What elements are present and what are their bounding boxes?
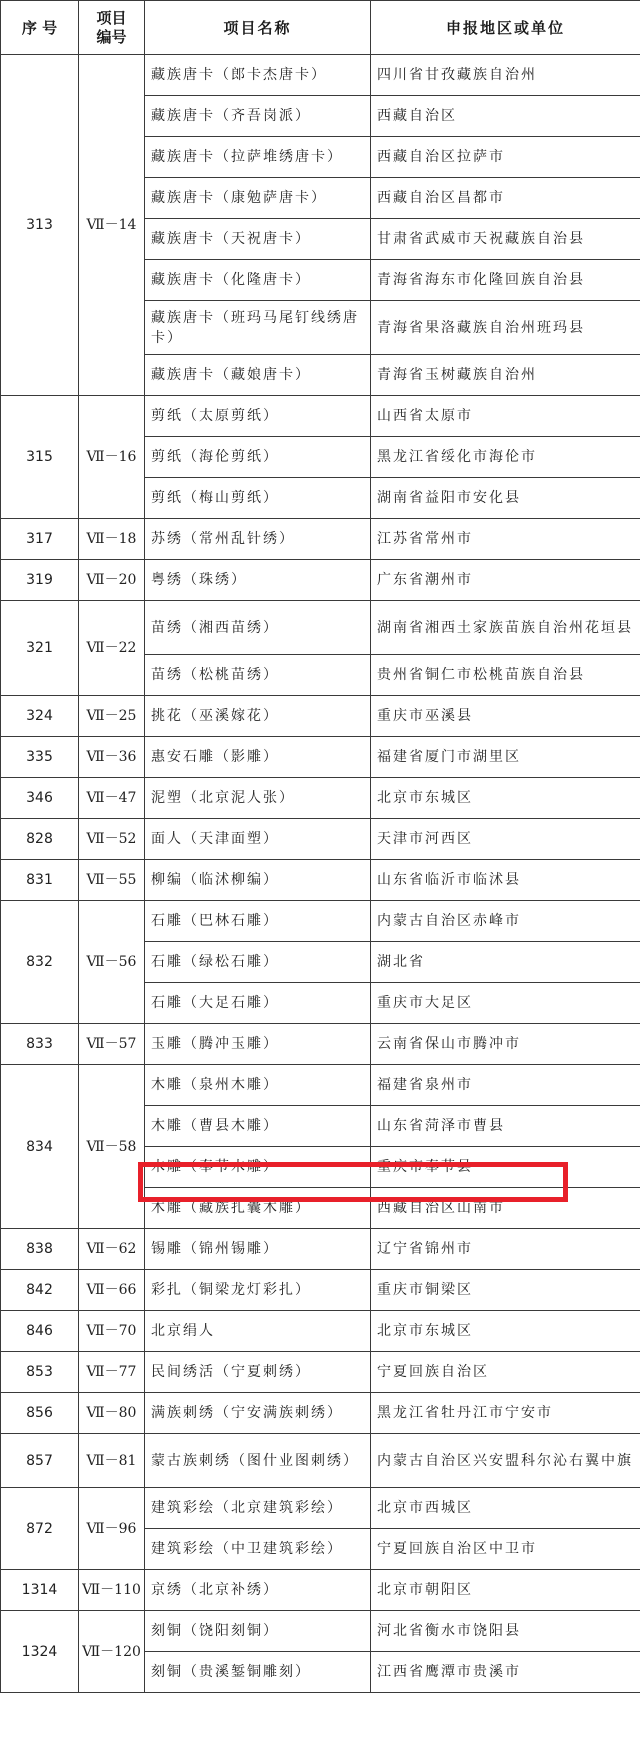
cell-project-name: 藏族唐卡（齐吾岗派） [145, 96, 371, 137]
cell-project-name: 京绣（北京补绣） [145, 1570, 371, 1611]
cell-region: 湖南省益阳市安化县 [371, 478, 640, 519]
cell-project-name: 藏族唐卡（郎卡杰唐卡） [145, 55, 371, 96]
header-code: 项目 编号 [79, 1, 145, 55]
cell-seq: 313 [1, 55, 79, 396]
cell-project-name: 建筑彩绘（北京建筑彩绘） [145, 1488, 371, 1529]
cell-region: 内蒙古自治区赤峰市 [371, 901, 640, 942]
cell-project-name: 锡雕（锦州锡雕） [145, 1229, 371, 1270]
cell-region: 江苏省常州市 [371, 519, 640, 560]
cell-project-name: 泥塑（北京泥人张） [145, 778, 371, 819]
cell-project-name: 建筑彩绘（中卫建筑彩绘） [145, 1529, 371, 1570]
table-row [1, 55, 640, 96]
cell-seq: 324 [1, 696, 79, 737]
cell-seq: 335 [1, 737, 79, 778]
cell-project-name: 藏族唐卡（班玛马尾钉线绣唐卡） [145, 301, 371, 355]
table-row [1, 696, 640, 737]
cell-region: 广东省潮州市 [371, 560, 640, 601]
table-row [1, 1393, 640, 1434]
cell-code: Ⅶ－14 [79, 55, 145, 396]
cell-project-name: 剪纸（海伦剪纸） [145, 437, 371, 478]
cell-seq: 846 [1, 1311, 79, 1352]
cell-region: 北京市西城区 [371, 1488, 640, 1529]
cell-project-name: 石雕（绿松石雕） [145, 942, 371, 983]
cell-region: 青海省玉树藏族自治州 [371, 355, 640, 396]
cell-code: Ⅶ－56 [79, 901, 145, 1024]
cell-code: Ⅶ－120 [79, 1611, 145, 1693]
cell-project-name: 藏族唐卡（化隆唐卡） [145, 260, 371, 301]
cell-code: Ⅶ－110 [79, 1570, 145, 1611]
cell-project-name: 满族刺绣（宁安满族刺绣） [145, 1393, 371, 1434]
cell-code: Ⅶ－16 [79, 396, 145, 519]
cell-seq: 1314 [1, 1570, 79, 1611]
cell-region: 四川省甘孜藏族自治州 [371, 55, 640, 96]
cell-project-name: 彩扎（铜梁龙灯彩扎） [145, 1270, 371, 1311]
cell-region: 重庆市大足区 [371, 983, 640, 1024]
cell-seq: 831 [1, 860, 79, 901]
cell-seq: 317 [1, 519, 79, 560]
cell-region: 天津市河西区 [371, 819, 640, 860]
cell-seq: 872 [1, 1488, 79, 1570]
cell-seq: 346 [1, 778, 79, 819]
cell-project-name: 剪纸（太原剪纸） [145, 396, 371, 437]
cell-region: 青海省海东市化隆回族自治县 [371, 260, 640, 301]
cell-code: Ⅶ－66 [79, 1270, 145, 1311]
cell-project-name: 苗绣（松桃苗绣） [145, 655, 371, 696]
table-row [1, 1488, 640, 1529]
cell-seq: 833 [1, 1024, 79, 1065]
table-row [1, 560, 640, 601]
table-row [1, 1611, 640, 1652]
cell-project-name: 苗绣（湘西苗绣） [145, 601, 371, 655]
cell-region: 西藏自治区山南市 [371, 1188, 640, 1229]
cell-project-name: 惠安石雕（影雕） [145, 737, 371, 778]
cell-region: 内蒙古自治区兴安盟科尔沁右翼中旗 [371, 1434, 640, 1488]
cell-seq: 828 [1, 819, 79, 860]
cell-region: 黑龙江省牡丹江市宁安市 [371, 1393, 640, 1434]
cell-region: 西藏自治区拉萨市 [371, 137, 640, 178]
table-row [1, 737, 640, 778]
cell-region: 青海省果洛藏族自治州班玛县 [371, 301, 640, 355]
cell-project-name: 刻铜（饶阳刻铜） [145, 1611, 371, 1652]
table-row [1, 860, 640, 901]
cell-project-name: 柳编（临沭柳编） [145, 860, 371, 901]
header-row [1, 1, 640, 55]
cell-project-name: 剪纸（梅山剪纸） [145, 478, 371, 519]
table-row [1, 519, 640, 560]
cell-code: Ⅶ－47 [79, 778, 145, 819]
cell-code: Ⅶ－36 [79, 737, 145, 778]
table-header [1, 1, 640, 55]
cell-region: 西藏自治区昌都市 [371, 178, 640, 219]
cell-code: Ⅶ－52 [79, 819, 145, 860]
cell-region: 贵州省铜仁市松桃苗族自治县 [371, 655, 640, 696]
cell-region: 北京市朝阳区 [371, 1570, 640, 1611]
cell-seq: 321 [1, 601, 79, 696]
header-name: 项目名称 [145, 1, 371, 55]
header-region: 申报地区或单位 [371, 1, 640, 55]
cell-region: 北京市东城区 [371, 778, 640, 819]
cell-project-name: 石雕（巴林石雕） [145, 901, 371, 942]
cell-project-name: 刻铜（贵溪錾铜雕刻） [145, 1652, 371, 1693]
cell-project-name: 木雕（泉州木雕） [145, 1065, 371, 1106]
cell-project-name: 石雕（大足石雕） [145, 983, 371, 1024]
cell-region: 甘肃省武威市天祝藏族自治县 [371, 219, 640, 260]
cell-code: Ⅶ－55 [79, 860, 145, 901]
cell-project-name: 木雕（藏族扎囊木雕） [145, 1188, 371, 1229]
cell-code: Ⅶ－96 [79, 1488, 145, 1570]
cell-seq: 832 [1, 901, 79, 1024]
cell-project-name: 面人（天津面塑） [145, 819, 371, 860]
cell-code: Ⅶ－20 [79, 560, 145, 601]
cell-code: Ⅶ－25 [79, 696, 145, 737]
cell-seq: 853 [1, 1352, 79, 1393]
cell-seq: 315 [1, 396, 79, 519]
cell-region: 宁夏回族自治区中卫市 [371, 1529, 640, 1570]
cell-region: 云南省保山市腾冲市 [371, 1024, 640, 1065]
cell-project-name: 粤绣（珠绣） [145, 560, 371, 601]
cell-seq: 319 [1, 560, 79, 601]
table-row [1, 819, 640, 860]
table-row [1, 1352, 640, 1393]
cell-seq: 856 [1, 1393, 79, 1434]
table-row [1, 1270, 640, 1311]
table-row [1, 901, 640, 942]
cell-region: 辽宁省锦州市 [371, 1229, 640, 1270]
table-row [1, 1311, 640, 1352]
cell-project-name: 藏族唐卡（天祝唐卡） [145, 219, 371, 260]
cell-code: Ⅶ－57 [79, 1024, 145, 1065]
cell-seq: 838 [1, 1229, 79, 1270]
header-seq: 序 号 [1, 1, 79, 55]
cell-code: Ⅶ－22 [79, 601, 145, 696]
table-row [1, 1065, 640, 1106]
cell-code: Ⅶ－58 [79, 1065, 145, 1229]
cell-project-name: 木雕（奉节木雕） [145, 1147, 371, 1188]
table-row [1, 1229, 640, 1270]
cell-project-name: 藏族唐卡（拉萨堆绣唐卡） [145, 137, 371, 178]
cell-region: 山西省太原市 [371, 396, 640, 437]
cell-code: Ⅶ－77 [79, 1352, 145, 1393]
cell-seq: 1324 [1, 1611, 79, 1693]
table-row [1, 396, 640, 437]
cell-project-name: 苏绣（常州乱针绣） [145, 519, 371, 560]
cell-project-name: 藏族唐卡（藏娘唐卡） [145, 355, 371, 396]
cell-project-name: 藏族唐卡（康勉萨唐卡） [145, 178, 371, 219]
cell-region: 山东省临沂市临沭县 [371, 860, 640, 901]
table-row [1, 1570, 640, 1611]
cell-region: 江西省鹰潭市贵溪市 [371, 1652, 640, 1693]
cell-region: 宁夏回族自治区 [371, 1352, 640, 1393]
cell-region: 福建省厦门市湖里区 [371, 737, 640, 778]
cell-project-name: 蒙古族刺绣（图什业图刺绣） [145, 1434, 371, 1488]
table-row [1, 1024, 640, 1065]
cell-region: 西藏自治区 [371, 96, 640, 137]
cell-code: Ⅶ－80 [79, 1393, 145, 1434]
cell-project-name: 民间绣活（宁夏刺绣） [145, 1352, 371, 1393]
cell-region: 湖北省 [371, 942, 640, 983]
cell-seq: 842 [1, 1270, 79, 1311]
cell-code: Ⅶ－62 [79, 1229, 145, 1270]
cell-region: 黑龙江省绥化市海伦市 [371, 437, 640, 478]
cell-seq: 834 [1, 1065, 79, 1229]
table-row [1, 778, 640, 819]
cell-region: 福建省泉州市 [371, 1065, 640, 1106]
cell-code: Ⅶ－81 [79, 1434, 145, 1488]
table-body [1, 55, 640, 1693]
cell-code: Ⅶ－18 [79, 519, 145, 560]
cell-region: 重庆市铜梁区 [371, 1270, 640, 1311]
cell-project-name: 挑花（巫溪嫁花） [145, 696, 371, 737]
cell-project-name: 玉雕（腾冲玉雕） [145, 1024, 371, 1065]
cell-region: 重庆市巫溪县 [371, 696, 640, 737]
cell-project-name: 木雕（曹县木雕） [145, 1106, 371, 1147]
cell-region: 湖南省湘西土家族苗族自治州花垣县 [371, 601, 640, 655]
cell-project-name: 北京绢人 [145, 1311, 371, 1352]
cell-region: 山东省菏泽市曹县 [371, 1106, 640, 1147]
table-row [1, 601, 640, 655]
table-row [1, 1434, 640, 1488]
cell-seq: 857 [1, 1434, 79, 1488]
cell-region: 重庆市奉节县 [371, 1147, 640, 1188]
cell-region: 北京市东城区 [371, 1311, 640, 1352]
cell-code: Ⅶ－70 [79, 1311, 145, 1352]
cell-region: 河北省衡水市饶阳县 [371, 1611, 640, 1652]
